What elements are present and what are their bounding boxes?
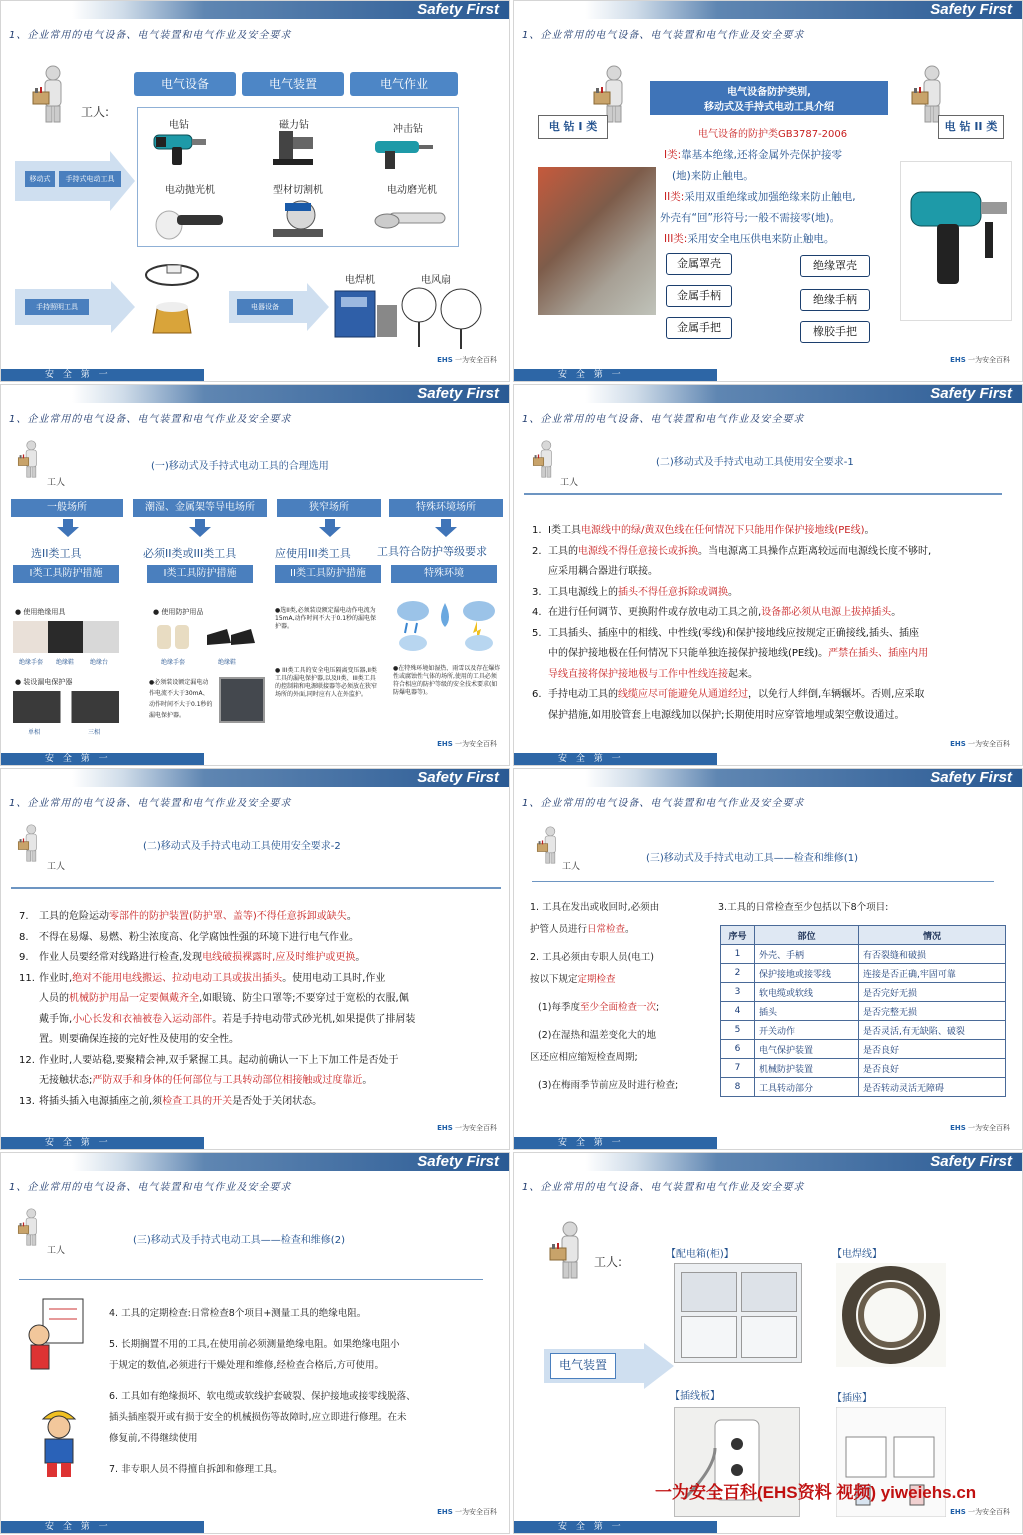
slide-footer: 安 全 第 一: [1, 1137, 509, 1149]
worker-label: 工人:: [81, 105, 110, 119]
slide-subtitle: (一)移动式及手持式电动工具的合理选用: [151, 461, 329, 472]
measure-box: I类工具防护措施: [13, 565, 119, 583]
slide-footer: 安 全 第 一: [514, 1521, 1022, 1533]
list-item: 12. 作业时,人要站稳,要聚精会神,双手紧握工具。起动前确认一下上下加工件是否处于: [19, 1054, 399, 1066]
impact-drill-icon: [371, 137, 437, 173]
table-row: 2 保护接地或接零线 连接是否正确,牢固可靠: [721, 964, 1006, 983]
caption: 绝缘鞋: [217, 659, 236, 666]
col2-text: ● 使用防护用品: [153, 608, 204, 616]
cutting-machine-icon: [267, 197, 329, 241]
slide-subtitle: (二)移动式及手持式电动工具使用安全要求-1: [656, 457, 854, 468]
column-head: 一般场所: [11, 499, 123, 517]
grinder-icon: [373, 207, 449, 237]
down-arrow-icon: [435, 519, 457, 537]
slide-section-title: 1、企业常用的电气设备、电气装置和电气作业及安全要求: [9, 414, 292, 425]
list-item: 戴手饰,小心长发和衣袖被卷入运动部件。若是手持电动带式砂光机,如果提供了排屑装: [39, 1013, 416, 1025]
table-row: 5 开关动作 是否灵活,有无缺陷、破裂: [721, 1021, 1006, 1040]
col1-text: ● 装设漏电保护器: [15, 678, 73, 686]
slide-3: [0, 384, 510, 766]
tool-caption: 冲击钻: [393, 124, 423, 135]
slide-footer: 安 全 第 一: [514, 369, 1022, 381]
slide-section-title: 1、企业常用的电气设备、电气装置和电气作业及安全要求: [522, 30, 805, 41]
caption: 绝缘台: [89, 659, 108, 666]
cloud-rain-icon: [393, 597, 503, 653]
measure-box: 特殊环境: [391, 565, 497, 583]
standard-ref: 电气设备的防护类GB3787-2006: [698, 129, 848, 140]
table-title: 3.工具的日常检查至少包括以下8个项目:: [718, 902, 889, 913]
column-head: 狭窄场所: [277, 499, 381, 517]
callout-insulated-cover: 绝缘罩壳: [800, 255, 870, 277]
slide-header: Safety First: [514, 1153, 1022, 1171]
logo: EHS 一为安全百科: [950, 1124, 1010, 1132]
list-item: 人员的机械防护用品一定要佩戴齐全,如眼镜、防尘口罩等;不要穿过于宽松的衣服,佩: [39, 993, 409, 1004]
maintenance-text: 4. 工具的定期检查:日常检查8个项目+测量工具的绝缘电阻。 5. 长期搁置不用的工具,在使用前必须测量绝缘电阻。如果绝缘电阻小 于规定的数值,必须进行干燥处理和维修,经检查合格后,方可使用。 6. 工具如有绝缘损坏、软电缆或软线护套破裂、保护接地或接零线脱落、 插头插座裂开或有损于安全的机械损伤等故障时,应立即进行修理。在未 修复前,不得继续使用 7. 非专职人员不得擅自拆卸和修理工具。: [109, 1308, 416, 1475]
slide-section-title: 1、企业常用的电气设备、电气装置和电气作业及安全要求: [522, 1182, 805, 1193]
slide-section-title: 1、企业常用的电气设备、电气装置和电气作业及安全要求: [9, 798, 292, 809]
inspector-cartoon-icon: [23, 1295, 89, 1375]
device-caption: 电风扇: [421, 275, 451, 286]
slide-8: [513, 1152, 1023, 1534]
arrow-label-mobile: 移动式: [25, 171, 55, 187]
arrow-label-devices: 电器设备: [237, 299, 293, 315]
table-row: 4 插头 是否完整无损: [721, 1002, 1006, 1021]
slide-header: Safety First: [1, 769, 509, 787]
callout-insulated-handle: 绝缘手柄: [800, 289, 870, 311]
arrow-label-lighting: 手持照明工具: [25, 299, 89, 315]
list-item: 9. 作业人员要经常对线路进行检查,发现电线破损裸露时,应及时维护或更换。: [19, 952, 366, 963]
requirements-list: [532, 521, 931, 726]
worker-icon: [17, 823, 43, 863]
list-item: 保护措施,如用胶管套上电源线加以保护;长期使用时应穿管地埋或架空敷设通过。: [548, 709, 905, 721]
logo: EHS 一为安全百科: [437, 1124, 497, 1132]
list-item: 应采用耦合器进行联接。: [548, 566, 658, 577]
caption: 绝缘手套: [160, 659, 185, 666]
callout-metal-grip: 金属手把: [666, 317, 732, 339]
slide-6: [513, 768, 1023, 1150]
measure-box: II类工具防护措施: [275, 565, 381, 583]
safety-first-title: Safety First: [417, 1, 499, 18]
worker-icon: [536, 825, 562, 865]
slide-header: Safety First: [514, 1, 1022, 19]
choice-text: 应使用III类工具: [275, 547, 351, 560]
slide-section-title: 1、企业常用的电气设备、电气装置和电气作业及安全要求: [9, 1182, 292, 1193]
logo: EHS 一为安全百科: [950, 356, 1010, 364]
pill-electrical-work: 电气作业: [350, 72, 458, 96]
glove-icon: [151, 621, 197, 651]
drill-icon: [901, 182, 1011, 302]
tool-caption: 型材切割机: [273, 185, 323, 196]
breaker-image: [219, 677, 265, 723]
fan-icon: [399, 285, 489, 351]
photo-caption: 【插座】: [832, 1393, 872, 1404]
welder-icon: [333, 287, 401, 347]
slide-1: [0, 0, 510, 382]
list-item: 2. 工具的电源线不得任意接长或拆换。当电源离工具操作点距离较远而电源线长度不够时,: [532, 545, 932, 557]
slide-header: Safety First: [1, 385, 509, 403]
list-item: 5. 工具插头、插座中的相线、中性线(零线)和保护接地线应按规定正确接线,插头、插座: [532, 627, 919, 639]
slide-subtitle: (二)移动式及手持式电动工具使用安全要求-2: [143, 841, 341, 852]
lamp-icon: [137, 261, 207, 341]
photo-class-II-drill: [900, 161, 1012, 321]
slide-section-title: 1、企业常用的电气设备、电气装置和电气作业及安全要求: [522, 414, 805, 425]
down-arrow-icon: [57, 519, 79, 537]
col4-text: ●在特殊环境如湿热、雨雪以及存在爆炸性或腐蚀性气体的场所,使用的工具必须符合相应的防护等级的安全技术要求(如防爆电器等)。: [393, 665, 501, 696]
photo-caption: 【配电箱(柜)】: [666, 1249, 734, 1260]
slide-header: [1, 1, 509, 19]
caption: 三相: [87, 729, 100, 736]
slide-footer: 安 全 第 一: [1, 369, 509, 381]
list-item: 3. 工具电源线上的插头不得任意拆除或调换。: [532, 586, 738, 598]
col3-text: ●选II类,必须装设额定漏电动作电流为15mA,动作时间不大于0.1秒的漏电保护器。: [275, 607, 377, 630]
photo-caption: 【插线板】: [670, 1391, 720, 1402]
label-class-II-drill: 电 钻 II 类: [938, 115, 1004, 139]
list-item: 导线直接将保护接地极与工作中性线连接起来。: [548, 668, 758, 680]
slide-subtitle: (三)移动式及手持式电动工具——检查和维修(1): [646, 853, 858, 864]
worker-label: 工人: [560, 478, 579, 488]
list-item: 11. 作业时,绝对不能用电线搬运、拉动电动工具或拔出插头。使用电动工具时,作业: [19, 972, 386, 984]
measure-box: I类工具防护措施: [147, 565, 253, 583]
column-head: 潮湿、金属架等导电场所: [133, 499, 267, 517]
worker-icon: [548, 1219, 588, 1281]
worker-icon: [31, 63, 71, 125]
down-arrow-icon: [319, 519, 341, 537]
logo: EHS 一为安全百科: [950, 740, 1010, 748]
logo: EHS 一为安全百科: [950, 1508, 1010, 1516]
divider: [532, 881, 994, 882]
slide-subtitle: (三)移动式及手持式电动工具——检查和维修(2): [133, 1235, 345, 1246]
worker-icon: [532, 439, 558, 479]
watermark: 一为安全百科(EHS资料 视频) yiweiehs.cn: [655, 1483, 977, 1502]
requirements-list: [19, 907, 415, 1112]
insulation-tools-image: [13, 621, 119, 653]
tool-caption: 电动磨光机: [387, 185, 437, 196]
tool-caption: 电动抛光机: [165, 185, 215, 196]
slide-header: Safety First: [514, 385, 1022, 403]
callout-metal-handle: 金属手柄: [666, 285, 732, 307]
choice-text: 选II类工具: [31, 547, 82, 560]
table-row: 1 外壳、手柄 有否裂缝和破损: [721, 945, 1006, 964]
photo-class-I-drill: [538, 167, 656, 315]
worker-label: 工人:: [594, 1255, 623, 1269]
slide-section-title: 1、企业常用的电气设备、电气装置和电气作业及安全要求: [9, 30, 292, 41]
list-item: 6. 手持电动工具的线缆应尽可能避免从通道经过，以免行人绊倒,车辆辗坏。否则,应采取: [532, 689, 925, 700]
inspection-table: 序号 部位 情况 1 外壳、手柄 有否裂缝和破损 2 保护接地或接零线 连接是否正确,牢固可靠 3 软电缆或软线 是否完好无损 4 插头 是否完整无损 5 开关动作 是否灵活,有无缺陷、破裂 6 电气保护装置 是否良好 7 机械防护装置 是否良好 8 工具转动部分 是否转动灵活无障碍: [720, 925, 1006, 1097]
pill-electrical-equipment: 电气设备: [134, 72, 236, 96]
list-item: 7. 工具的危险运动零部件的防护装置(防护罩、盖等)不得任意拆卸或缺失。: [19, 911, 357, 922]
magnetic-drill-icon: [269, 129, 319, 167]
caption: 绝缘手套: [18, 659, 43, 666]
drill-icon: [147, 129, 213, 169]
choice-text: 必须II类或III类工具: [143, 547, 237, 560]
logo: EHS 一为安全百科: [437, 1508, 497, 1516]
slide-2: [513, 0, 1023, 382]
worker-icon: [17, 439, 43, 479]
device-label: 电气装置: [550, 1353, 616, 1379]
banner: 电气设备防护类别, 移动式及手持式电动工具介绍: [650, 81, 888, 115]
col1-text: ● 使用绝缘用具: [15, 608, 66, 616]
down-arrow-icon: [189, 519, 211, 537]
worker-label: 工人: [47, 1246, 66, 1256]
tool-caption: 磁力钻: [279, 120, 309, 131]
slide-header: Safety First: [1, 1153, 509, 1171]
device-caption: 电焊机: [345, 275, 375, 286]
worker-icon: [17, 1207, 43, 1247]
logo: EHS 一为安全百科: [437, 740, 497, 748]
list-item: 1. I类工具电源线中的绿/黄双色线在任何情况下只能用作保护接地线(PE线)。: [532, 525, 875, 536]
pill-electrical-device: 电气装置: [242, 72, 344, 96]
breaker-image: [13, 691, 119, 723]
slide-header: Safety First: [514, 769, 1022, 787]
slide-footer: 安 全 第 一: [514, 1137, 1022, 1149]
divider: [524, 493, 1002, 495]
list-item: 13. 将插头插入电源插座之前,须检查工具的开关是否处于关闭状态。: [19, 1095, 323, 1107]
slide-footer: 安 全 第 一: [514, 753, 1022, 765]
photo-caption: 【电焊线】: [832, 1249, 882, 1260]
tool-caption: 电钻: [169, 120, 189, 131]
col3-text: ● III类工具的安全电压隔离变压器,II类工具的漏电保护器,以及II类、III类工具的控制箱和电源联接器等必须放在狭窄场所的外面,同时应有人在外监护。: [275, 667, 378, 698]
divider: [19, 1279, 483, 1280]
col2-text: ●必须装设额定漏电动作电流不大于30mA、动作时间不大于0.1秒的漏电保护器。: [149, 679, 213, 719]
worker-label: 工人: [47, 862, 66, 872]
polisher-icon: [153, 201, 229, 241]
list-item: 8. 不得在易爆、易燃、粉尘浓度高、化学腐蚀性强的环境下进行电气作业。: [19, 931, 359, 943]
table-row: 7 机械防护装置 是否良好: [721, 1059, 1006, 1078]
table-row: 6 电气保护装置 是否良好: [721, 1040, 1006, 1059]
list-item: 4. 在进行任何调节、更换附件或存放电动工具之前,设备都必须从电源上拔掉插头。: [532, 607, 902, 618]
distribution-box-photo: [674, 1263, 802, 1363]
list-item: 置。则要确保连接的完好性及使用的安全性。: [39, 1034, 239, 1045]
table-row: 3 软电缆或软线 是否完好无损: [721, 983, 1006, 1002]
class-desc: I类:靠基本绝缘,还将金属外壳保护接零 (地)来防止触电。 II类:采用双重绝缘或加强绝缘来防止触电, 外壳有“回”形符号;一般不需接零(地)。 III类:采用安全电压供电来防止触电。: [660, 149, 856, 245]
logo: EHS 一为安全百科: [437, 356, 497, 364]
list-item: 无接触状态;严防双手和身体的任何部位与工具转动部位相接触或过度靠近。: [39, 1075, 373, 1086]
choice-text: 工具符合防护等级要求: [377, 545, 487, 558]
slide-footer: 安 全 第 一: [1, 753, 509, 765]
caption: 单相: [27, 729, 40, 736]
column-head: 特殊环境场所: [389, 499, 503, 517]
slide-5: [0, 768, 510, 1150]
callout-rubber-grip: 橡胶手把: [800, 321, 870, 343]
worker-label: 工人: [47, 478, 66, 488]
slide-4: [513, 384, 1023, 766]
welding-cable-photo: [836, 1263, 946, 1367]
worker-label: 工人: [562, 862, 581, 872]
slide-section-title: 1、企业常用的电气设备、电气装置和电气作业及安全要求: [522, 798, 805, 809]
repair-cartoon-icon: [35, 1401, 85, 1481]
caption: 绝缘鞋: [55, 659, 74, 666]
divider: [11, 887, 501, 889]
slide-footer: 安 全 第 一: [1, 1521, 509, 1533]
inspection-text: 1. 工具在发出或收回时,必须由 护管人员进行日常检查。 2. 工具必须由专职人员(电工) 按以下规定定期检查 (1)每季度至少全面检查一次; (2)在湿热和温差变化大的地 区还应相应缩短检查周期; (3)在梅雨季节前应及时进行检查;: [530, 902, 679, 1091]
list-item: 中的保护接地极在任何情况下只能单独连接保护接地线(PE线)。严禁在插头、插座内用: [548, 648, 929, 659]
arrow-label-handheld: 手持式电动工具: [59, 171, 121, 187]
boot-icon: [205, 625, 255, 649]
label-class-I-drill: 电 钻 I 类: [538, 115, 608, 139]
slide-7: [0, 1152, 510, 1534]
table-row: 8 工具转动部分 是否转动灵活无障碍: [721, 1078, 1006, 1097]
callout-metal-cover: 金属罩壳: [666, 253, 732, 275]
